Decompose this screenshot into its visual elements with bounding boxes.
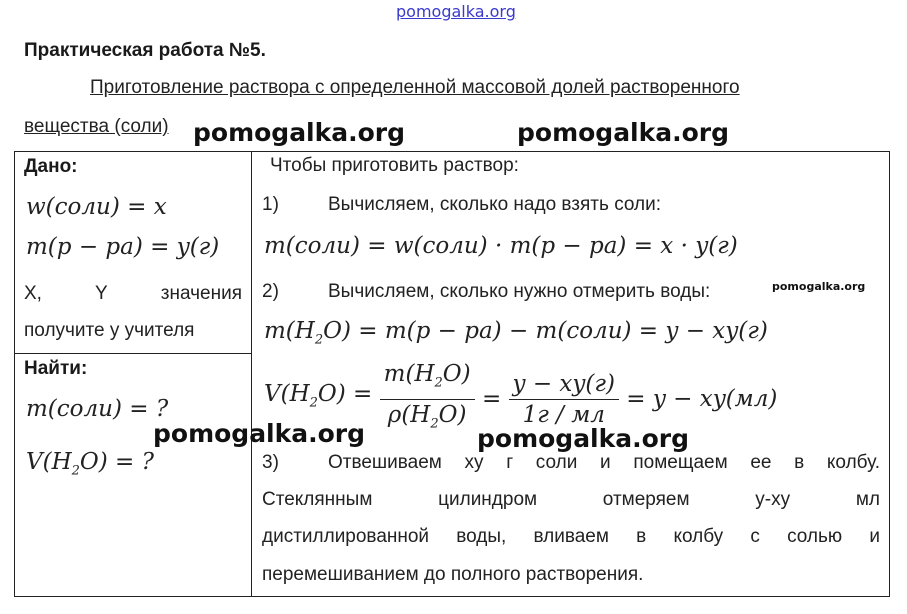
watermark-top: pomogalka.org bbox=[396, 2, 516, 21]
step2-eq2-lhs bbox=[264, 381, 373, 411]
given-equation-solution-mass: m(p − pa) = y(г) bbox=[26, 234, 220, 260]
watermark: pomogalka.org bbox=[477, 424, 690, 453]
fraction-numerator: y − xy(г) bbox=[509, 369, 619, 400]
page-title: Практическая работа №5. bbox=[24, 40, 266, 61]
eq2-lhs-prefix: V(H bbox=[264, 381, 310, 408]
given-note-line-1: X, Y значения bbox=[24, 283, 242, 304]
fraction-numerator bbox=[380, 359, 475, 400]
watermark: pomogalka.org bbox=[517, 118, 730, 147]
find-equation-salt-mass: m(соли) = ? bbox=[26, 396, 169, 422]
watermark-small: pomogalka.org bbox=[772, 280, 866, 293]
step3-line-2: Стеклянным цилиндром отмеряем у-ху мл bbox=[262, 489, 880, 510]
step3-number: 3) bbox=[262, 452, 279, 473]
given-heading: Дано: bbox=[24, 156, 78, 177]
step2-eq1-prefix: m(H bbox=[264, 318, 315, 344]
frac1-den-suffix: O) bbox=[438, 401, 467, 428]
solution-intro: Чтобы приготовить раствор: bbox=[270, 155, 519, 176]
frac1-den-prefix: ρ(H bbox=[387, 401, 431, 428]
subtitle-line-2: вещества (соли) bbox=[24, 116, 169, 137]
watermark: pomogalka.org bbox=[193, 118, 406, 147]
step2-text: Вычисляем, сколько нужно отмерить воды: bbox=[328, 281, 711, 302]
given-note-line-2: получите у учителя bbox=[24, 320, 195, 341]
frac1-den-sub: 2 bbox=[430, 416, 439, 432]
frac1-num-suffix: O) bbox=[442, 361, 471, 387]
table-row-divider bbox=[14, 353, 252, 354]
step2-number: 2) bbox=[262, 281, 279, 302]
fraction-volume-value bbox=[509, 369, 619, 430]
step2-eq2-result: = y − xy(мл) bbox=[626, 386, 778, 413]
frac1-num-sub: 2 bbox=[434, 375, 443, 391]
eq2-lhs-sub: 2 bbox=[309, 395, 318, 411]
step1-equation: m(соли) = w(соли) · m(p − pa) = x · y(г) bbox=[264, 233, 738, 259]
subtitle-line-1: Приготовление раствора с определенной массовой долей растворенного bbox=[90, 77, 740, 98]
step1-text: Вычисляем, сколько надо взять соли: bbox=[328, 194, 662, 215]
step3-line-1: Отвешиваем ху г соли и помещаем ее в колбу. bbox=[328, 452, 880, 473]
find-heading: Найти: bbox=[24, 358, 88, 379]
find-eq2-sub: 2 bbox=[71, 463, 80, 479]
step3-line-3: дистиллированной воды, вливаем в колбу с солью и bbox=[262, 526, 880, 547]
step1-number: 1) bbox=[262, 194, 279, 215]
eq2-lhs-suffix: O) = bbox=[317, 381, 373, 408]
step2-equation-water-mass bbox=[264, 318, 768, 348]
fraction-denominator: 1г / мл bbox=[522, 401, 605, 428]
table-column-divider bbox=[251, 151, 252, 597]
fraction-mass-over-density bbox=[380, 359, 475, 439]
watermark: pomogalka.org bbox=[153, 419, 366, 448]
frac1-num-prefix: m(H bbox=[383, 361, 435, 387]
find-eq2-prefix: V(H bbox=[26, 449, 72, 475]
find-equation-water-volume bbox=[26, 449, 154, 479]
equals-sign: = bbox=[481, 386, 502, 413]
step2-eq1-suffix: O) = m(p − pa) − m(соли) = y − xy(г) bbox=[323, 318, 768, 344]
find-eq2-suffix: O) = ? bbox=[79, 449, 154, 475]
fraction-denominator bbox=[380, 400, 475, 440]
given-equation-salt-fraction: w(соли) = x bbox=[26, 194, 167, 220]
step2-eq1-sub: 2 bbox=[314, 332, 324, 348]
step3-line-4: перемешиванием до полного растворения. bbox=[262, 564, 644, 585]
